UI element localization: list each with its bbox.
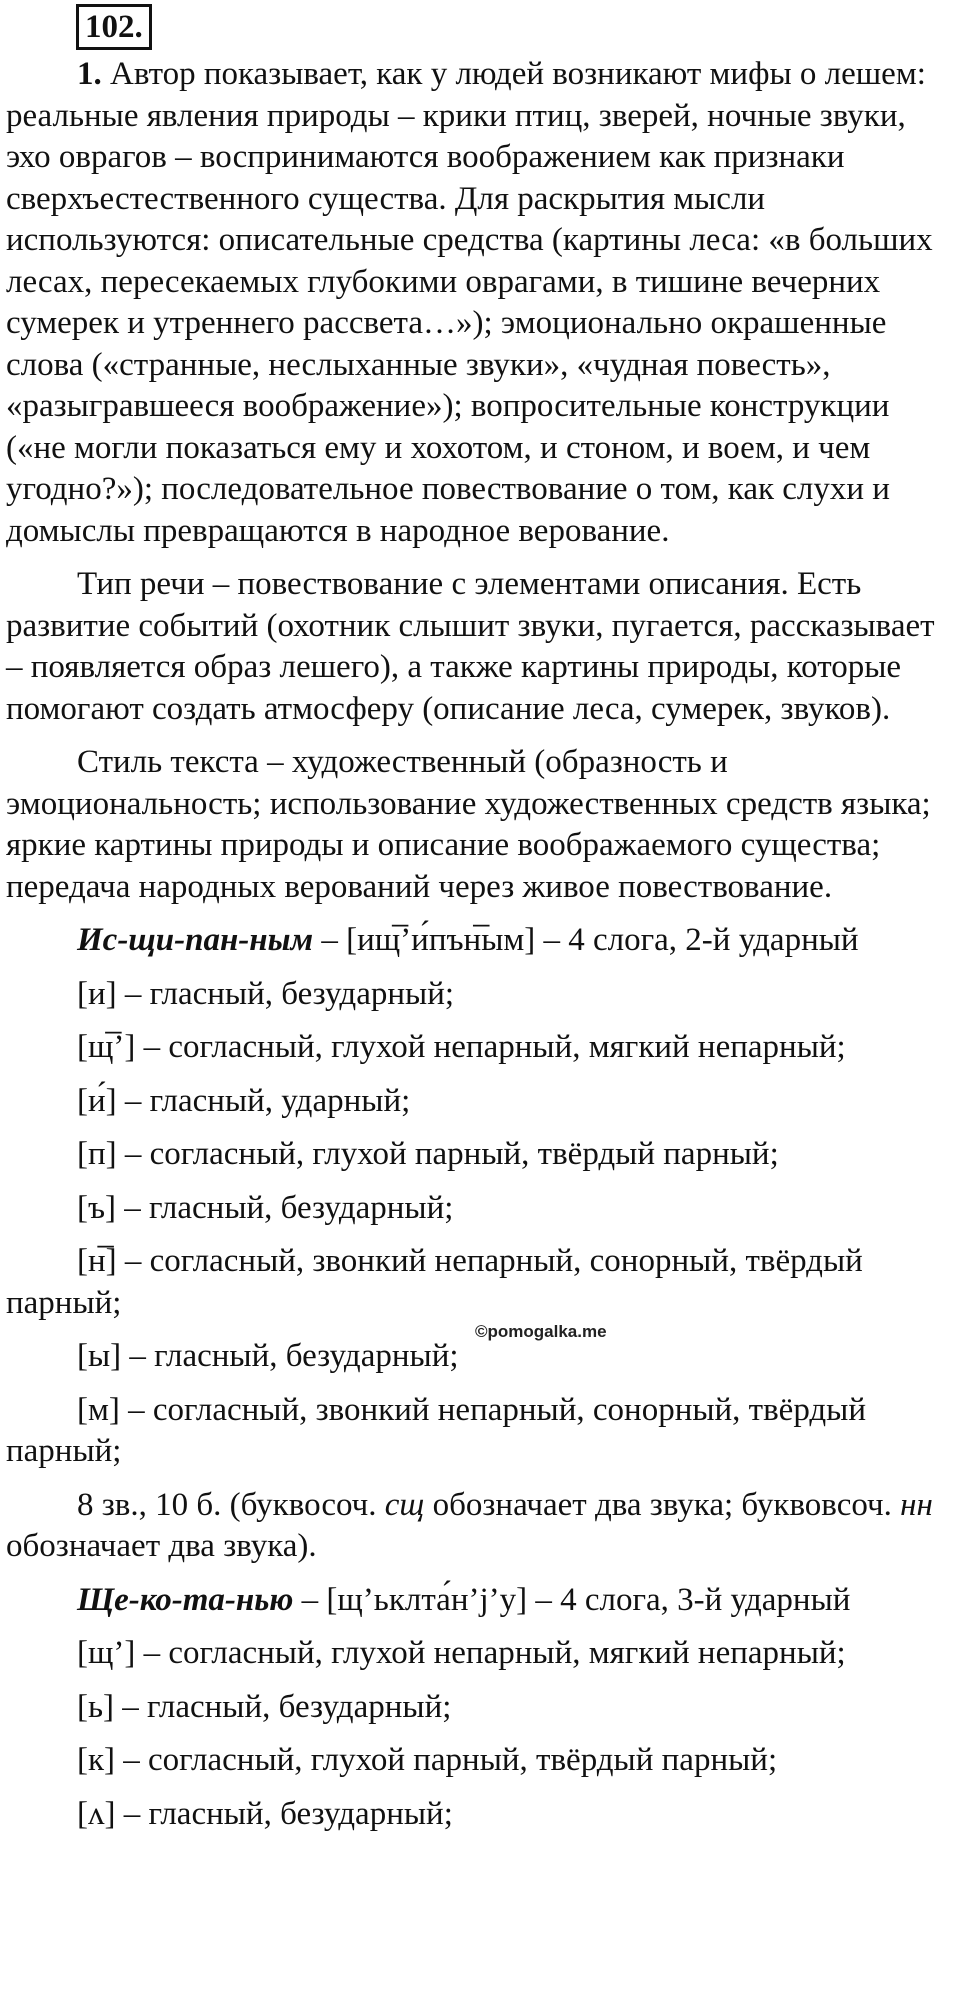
- word-1-sound: [ъ] – гласный, безударный;: [77, 1189, 454, 1226]
- word-1-sound: [и́] – гласный, ударный;: [77, 1082, 411, 1119]
- word-1-transcription: – [ищ̅’и́пън̅ым] – 4 слога, 2-й ударный: [313, 922, 859, 958]
- word-1-sound: [щ̅’] – согласный, глухой непарный, мягкий непарный;: [77, 1029, 846, 1065]
- word-2-sound: [к] – согласный, глухой парный, твёрдый парный;: [77, 1742, 778, 1778]
- word-1-syllables: Ис-щи-пан-ным: [77, 922, 314, 958]
- word-2-transcription: – [щ’ьклта́н’j’у] – 4 слога, 3-й ударный: [293, 1581, 851, 1618]
- word-2-syllables: Ще-ко-та-нью: [77, 1581, 294, 1618]
- word-2-sound: [щ’] – согласный, глухой непарный, мягкий непарный;: [77, 1635, 846, 1671]
- summary-text: обозначает два звука; буквовсоч.: [424, 1486, 901, 1523]
- paragraph-1: [6, 54, 954, 552]
- paragraph-1-text: Автор показывает, как у людей возникают мифы о лешем: реальные явления природы – крики птиц, зверей, ночные звуки, эхо оврагов – воспринимаются воображением как признаки сверхъестественного существа. Для раскрытия мысли используются: описательные средства (картины леса: «в больших лесах, пересекаемых глубокими оврагами, в тишине вечерних сумерек и утреннего рассвета…»); эмоционально окрашенные слова («странные, неслыханные звуки», «чудная повесть», «разыгравшееся воображение»); вопросительные конструкции («не могли показаться ему и хохотом, и стоном, и воем, и чем угодно?»); последовательное повествование о том, как слухи и домыслы превращаются в народное верование.: [6, 56, 933, 549]
- word-1-sound: [н̅] – согласный, звонкий непарный, сонорный, твёрдый парный;: [6, 1243, 863, 1321]
- watermark: ©pomogalka.me: [475, 1322, 607, 1341]
- word-1-heading: [6, 920, 954, 962]
- paragraph-1-lead: 1.: [77, 56, 102, 92]
- summary-text: обозначает два звука).: [6, 1528, 317, 1564]
- paragraph-3: Стиль текста – художественный (образность и эмоциональность; использование художественных средств языка; яркие картины природы и описание воображаемого существа; передача народных верований через живое повествование.: [6, 744, 931, 905]
- word-1-sound: [м] – согласный, звонкий непарный, сонорный, твёрдый парный;: [6, 1391, 867, 1469]
- word-1-summary: [6, 1485, 954, 1568]
- summary-text: 8 зв., 10 б. (буквосоч.: [77, 1486, 385, 1523]
- word-1-sound: [и] – гласный, безударный;: [77, 975, 455, 1012]
- word-2-sound: [ʌ] – гласный, безударный;: [77, 1795, 453, 1832]
- summary-letters-sshch: сщ: [384, 1486, 425, 1523]
- word-2-heading: [6, 1580, 954, 1622]
- task-number: 102.: [76, 4, 152, 50]
- summary-letters-nn: нн: [900, 1486, 933, 1523]
- word-2-sound: [ь] – гласный, безударный;: [77, 1688, 452, 1725]
- word-1-sound: [п] – согласный, глухой парный, твёрдый парный;: [77, 1136, 779, 1172]
- word-1-sound: [ы] – гласный, безударный;: [77, 1338, 459, 1374]
- paragraph-2: Тип речи – повествование с элементами описания. Есть развитие событий (охотник слышит звуки, пугается, рассказывает – появляется образ лешего), а также картины природы, которые помогают создать атмосферу (описание леса, сумерек, звуков).: [6, 566, 935, 727]
